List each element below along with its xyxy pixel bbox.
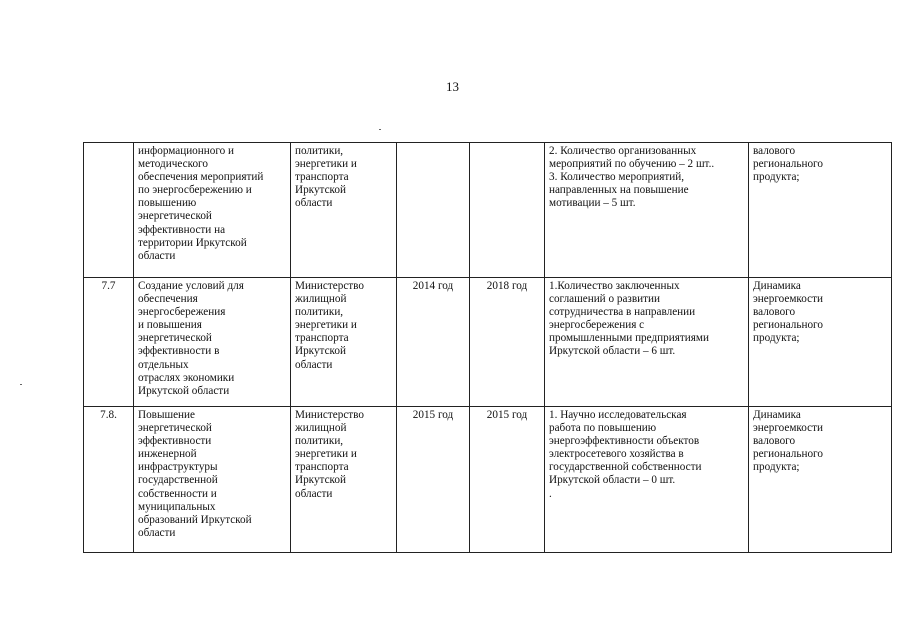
cell-start-year (397, 143, 470, 278)
cell-result: 1. Научно исследовательская работа по повышению энергоэффективности объектов электросетевого хозяйства в государственной собственности Иркутской области – 0 шт. . (545, 407, 749, 553)
cell-number: 7.7 (84, 278, 134, 407)
measures-table (83, 142, 892, 553)
cell-number (84, 143, 134, 278)
cell-end-year (470, 143, 545, 278)
table-row (84, 407, 892, 553)
cell-result: 1.Количество заключенных соглашений о развитии сотрудничества в направлении энергосбережения с промышленными предприятиями Иркутской области – 6 шт. (545, 278, 749, 407)
table-row (84, 278, 892, 407)
page-number: 13 (446, 79, 459, 94)
cell-executor: Министерство жилищной политики, энергетики и транспорта Иркутской области (291, 278, 397, 407)
cell-indicator: Динамика энергоемкости валового регионального продукта; (749, 278, 892, 407)
cell-start-year: 2015 год (397, 407, 470, 553)
cell-end-year: 2015 год (470, 407, 545, 553)
cell-executor: политики, энергетики и транспорта Иркутской области (291, 143, 397, 278)
scan-speck (379, 129, 381, 130)
cell-number: 7.8. (84, 407, 134, 553)
cell-end-year: 2018 год (470, 278, 545, 407)
cell-measure: информационного и методического обеспечения мероприятий по энергосбережению и повышению энергетической эффективности на территории Иркутской области (134, 143, 291, 278)
cell-indicator: валового регионального продукта; (749, 143, 892, 278)
scan-speck (20, 384, 22, 385)
table-row (84, 143, 892, 278)
cell-measure: Создание условий для обеспечения энергосбережения и повышения энергетической эффективности в отдельных отраслях экономики Иркутской области (134, 278, 291, 407)
cell-executor: Министерство жилищной политики, энергетики и транспорта Иркутской области (291, 407, 397, 553)
cell-indicator: Динамика энергоемкости валового регионального продукта; (749, 407, 892, 553)
cell-measure: Повышение энергетической эффективности инженерной инфраструктуры государственной собственности и муниципальных образований Иркутской области (134, 407, 291, 553)
cell-start-year: 2014 год (397, 278, 470, 407)
cell-result: 2. Количество организованных мероприятий по обучению – 2 шт.. 3. Количество мероприятий, направленных на повышение мотивации – 5 шт. (545, 143, 749, 278)
